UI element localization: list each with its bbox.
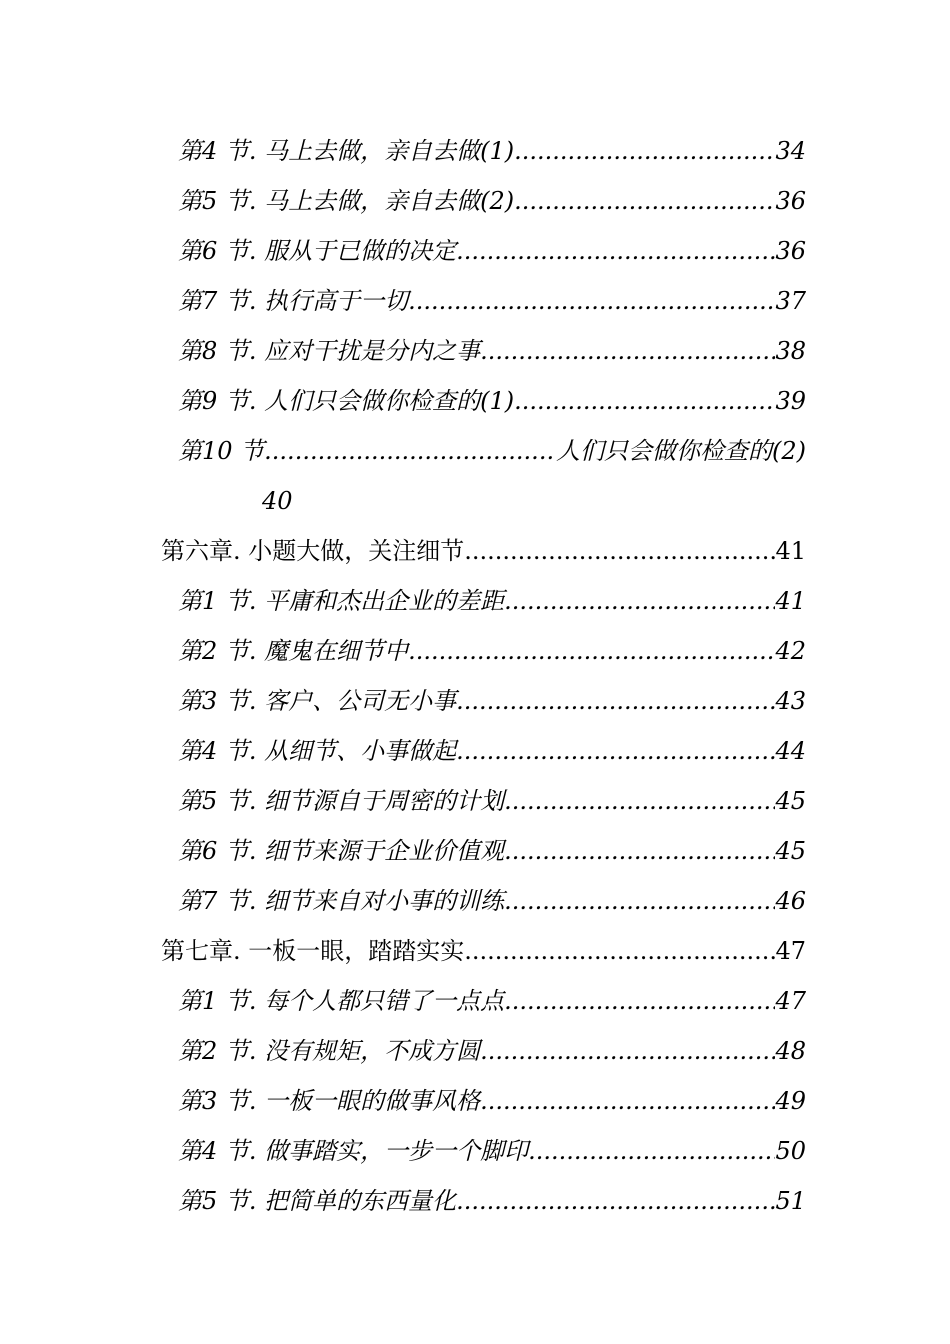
- dot-leader: [504, 576, 775, 626]
- toc-entry-page: 48: [775, 1037, 806, 1065]
- dot-leader: [464, 926, 775, 976]
- dot-leader: [504, 876, 775, 926]
- toc-entry-continuation: [0, 476, 950, 526]
- toc-entry-title: 第1 节. 平庸和杰出企业的差距: [178, 587, 505, 615]
- toc-entry-title: 第2 节. 魔鬼在细节中: [178, 637, 409, 665]
- dot-leader: [456, 1176, 775, 1226]
- dot-leader: [480, 1026, 775, 1076]
- toc-entry-title: 第6 节. 服从于已做的决定: [178, 237, 457, 265]
- toc-entry-title: 第9 节. 人们只会做你检查的(1): [178, 387, 515, 415]
- toc-entry-title: 第5 节. 细节源自于周密的计划: [178, 787, 505, 815]
- toc-entry-title: 第7 节. 执行高于一切: [178, 287, 409, 315]
- dot-leader: [528, 1126, 775, 1176]
- toc-entry[interactable]: [0, 376, 950, 426]
- dot-leader: [504, 976, 775, 1026]
- toc-entry[interactable]: [0, 176, 950, 226]
- dot-leader: [480, 326, 775, 376]
- dot-leader: [456, 226, 775, 276]
- toc-entry-subtitle: 人们只会做你检查的(2): [556, 437, 806, 465]
- toc-entry-title: 第4 节. 从细节、小事做起: [178, 737, 457, 765]
- toc-entry-page: 37: [775, 287, 806, 315]
- dot-leader: [514, 176, 775, 226]
- toc-entry-title: 第七章. 一板一眼，踏踏实实: [161, 937, 465, 965]
- toc-entry-title: 第5 节. 把简单的东西量化: [178, 1187, 457, 1215]
- toc-entry[interactable]: [0, 1126, 950, 1176]
- toc-entry[interactable]: [0, 1176, 950, 1226]
- dot-leader: [514, 376, 775, 426]
- toc-entry[interactable]: [0, 1026, 950, 1076]
- toc-entry-page: 46: [775, 887, 806, 915]
- dot-leader: [408, 626, 775, 676]
- dot-leader: [456, 726, 775, 776]
- toc-entry-title: 第7 节. 细节来自对小事的训练: [178, 887, 505, 915]
- toc-entry[interactable]: [0, 976, 950, 1026]
- toc-entry-page: 50: [775, 1137, 806, 1165]
- toc-entry-page: 41: [775, 537, 806, 565]
- toc-entry[interactable]: [0, 776, 950, 826]
- dot-leader: [464, 526, 775, 576]
- dot-leader: [514, 126, 775, 176]
- toc-entry-page: 44: [775, 737, 806, 765]
- toc-entry-title: 第1 节. 每个人都只错了一点点: [178, 987, 505, 1015]
- toc-entry-page: 36: [775, 187, 806, 215]
- toc-entry-title: 第3 节. 一板一眼的做事风格: [178, 1087, 481, 1115]
- dot-leader: [504, 826, 775, 876]
- toc-entry-page: 49: [775, 1087, 806, 1115]
- toc-entry[interactable]: [0, 876, 950, 926]
- toc-entry-page: 42: [775, 637, 806, 665]
- toc-entry-page: 38: [775, 337, 806, 365]
- toc-entry-page: 47: [775, 987, 806, 1015]
- toc-entry-page: 40: [262, 487, 293, 515]
- toc-entry-title: 第10 节: [178, 437, 265, 465]
- dot-leader: [456, 676, 775, 726]
- toc-entry[interactable]: [0, 726, 950, 776]
- toc-entry-title: 第8 节. 应对干扰是分内之事: [178, 337, 481, 365]
- toc-entry-title: 第2 节. 没有规矩，不成方圆: [178, 1037, 481, 1065]
- toc-entry[interactable]: [0, 676, 950, 726]
- dot-leader: [480, 1076, 775, 1126]
- toc-entry-title: 第5 节. 马上去做，亲自去做(2): [178, 187, 515, 215]
- dot-leader: [408, 276, 775, 326]
- toc-entry-title: 第4 节. 做事踏实，一步一个脚印: [178, 1137, 529, 1165]
- toc-entry[interactable]: [0, 126, 950, 176]
- toc-entry[interactable]: [0, 826, 950, 876]
- toc-entry-page: 34: [775, 137, 806, 165]
- toc-entry-page: 36: [775, 237, 806, 265]
- toc-entry[interactable]: [0, 626, 950, 676]
- toc-entry-title: 第4 节. 马上去做，亲自去做(1): [178, 137, 515, 165]
- toc-entry[interactable]: [0, 576, 950, 626]
- toc-entry-page: 45: [775, 787, 806, 815]
- table-of-contents: [0, 126, 950, 1226]
- toc-chapter-entry[interactable]: [0, 926, 950, 976]
- toc-entry-title: 第六章. 小题大做，关注细节: [161, 537, 465, 565]
- toc-entry[interactable]: [0, 426, 950, 476]
- toc-entry-page: 43: [775, 687, 806, 715]
- toc-entry-page: 39: [775, 387, 806, 415]
- toc-entry[interactable]: [0, 326, 950, 376]
- toc-entry-page: 41: [775, 587, 806, 615]
- toc-entry-page: 47: [775, 937, 806, 965]
- toc-entry-title: 第6 节. 细节来源于企业价值观: [178, 837, 505, 865]
- toc-entry-page: 45: [775, 837, 806, 865]
- toc-entry-title: 第3 节. 客户、公司无小事: [178, 687, 457, 715]
- toc-entry[interactable]: [0, 276, 950, 326]
- dot-leader: [504, 776, 775, 826]
- toc-chapter-entry[interactable]: [0, 526, 950, 576]
- toc-entry[interactable]: [0, 1076, 950, 1126]
- dot-leader: [264, 426, 556, 476]
- toc-entry[interactable]: [0, 226, 950, 276]
- toc-entry-page: 51: [775, 1187, 806, 1215]
